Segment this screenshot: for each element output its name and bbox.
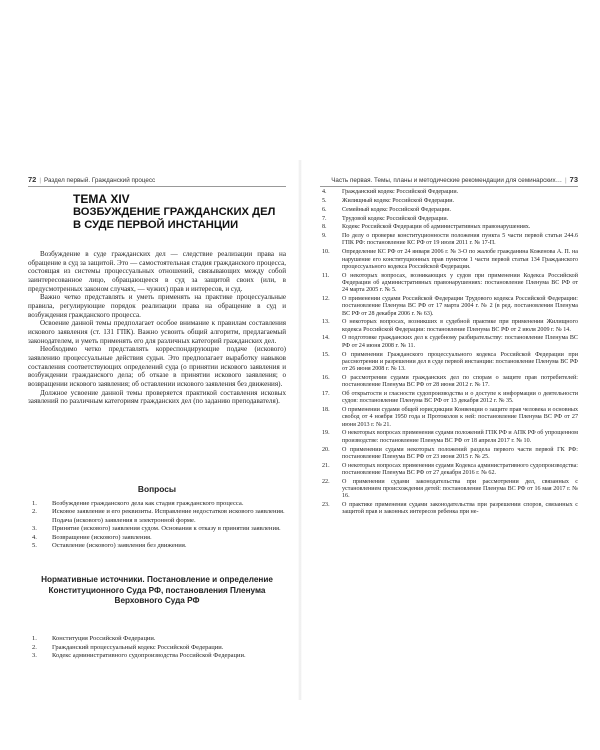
running-head-left: 72 | Раздел первый. Гражданский процесс [28, 174, 286, 187]
paragraph: Возбуждение в суде гражданских дел — следствие реализации права на обращение в суд за защитой. Это — самостоятельная стадия гражданского процесса, состоящая из системы процессуальных отношений, связывающих между собой заинтересованное лицо, обращающееся в суд за защитой своих (или, в предусмотренных законом случаях, — чужих) прав и интересов, и суд. [28, 250, 286, 293]
paragraph: Необходимо четко представлять корреспондирующие подаче (искового) заявлению процессуальные действия судьи. Это предполагает выработку навыков составления соответствующих определений суда (о принятии искового заявления и возбуждении гражданского дела; об отказе в принятии искового заявления; о возвращении искового заявления; об оставлении искового заявления без движения). [28, 345, 286, 388]
source-item: 22. О применении судами законодательства при рассмотрении дел, связанных с установлением происхождения детей: постановление Пленума ВС РФ от 16 мая 2017 г. № 16. [322, 478, 578, 500]
source-item: 9. По делу о проверке конституционности положения пункта 5 части первой статьи 244.6 ГПК РФ: постановление КС РФ от 19 июля 2011 г. № 17-П. [322, 233, 578, 247]
source-item: 10. Определение КС РФ от 24 января 2006 г. № 3-О по жалобе гражданина Коженова А. П. на нарушение его конституционных прав пунктом 1 части первой статьи 134 Гражданского процессуального кодекса Российской Федерации. [322, 249, 578, 270]
source-item: 17. Об открытости и гласности судопроизводства и о доступе к информации о деятельности судов: постановление Пленума ВС РФ от 13 декабря 2012 г. № 35. [322, 390, 578, 405]
question-item: 1. Возбуждение гражданского дела как стадия гражданского процесса. [32, 500, 244, 507]
chapter-body [28, 250, 286, 406]
source-item: 8. Кодекс Российской Федерации об административных правонарушениях. [322, 224, 531, 231]
source-item: 3. Кодекс административного судопроизводства Российской Федерации. [32, 652, 246, 660]
questions-heading: Вопросы [137, 484, 177, 494]
chapter-title: ВОЗБУЖДЕНИЕ ГРАЖДАНСКИХ ДЕЛ В СУДЕ ПЕРВОЙ ИНСТАНЦИИ [73, 206, 276, 231]
question-item: 3. Принятие (искового) заявления судом. Основания к отказу в принятии заявления. [32, 525, 281, 533]
paragraph: Должное усвоение данной темы проверяется практикой составления исковых заявлений по различным категориям гражданских дел (по заданию преподавателя). [28, 388, 286, 406]
questions-list [28, 500, 286, 550]
running-head-right-text: Часть первая. Темы, планы и методические рекомендации для семинарских… [331, 177, 563, 184]
source-item: 2. Гражданский процессуальный кодекс Российской Федерации. [32, 643, 224, 651]
book-gutter [298, 160, 302, 700]
source-item: 5. Жилищный кодекс Российской Федерации. [322, 197, 455, 204]
source-item: 7. Трудовой кодекс Российской Федерации. [322, 215, 449, 222]
paragraph: Освоение данной темы предполагает особое внимание к правилам составления искового заявления (ст. 131 ГПК). Важно усвоить общий алгоритм, предлагаемый законодателем, и уметь применять его для различных категорий гражданских дел. [28, 319, 286, 345]
source-item: 16. О рассмотрении судами гражданских дел по спорам о защите прав потребителей: постановление Пленума ВС РФ от 28 июня 2012 г. № 17. [322, 374, 578, 389]
question-item: 5. Оставление (искового) заявления без движения. [32, 542, 187, 550]
page-number-right: 73 [569, 175, 578, 184]
source-item: 14. О подготовке гражданских дел к судебному разбирательству: постановление Пленума ВС РФ от 24 июня 2008 г. № 11. [322, 335, 578, 349]
source-item: 13. О некоторых вопросах, возникших в судебной практике при применении Жилищного кодекса Российской Федерации: постановление Пленума ВС РФ от 2 июля 2009 г. № 14. [322, 319, 578, 333]
source-item: 19. О некоторых вопросах применения судами положений ГПК РФ и АПК РФ об упрощенном производстве: постановление Пленума ВС РФ от 18 апреля 2017 г. № 10. [322, 430, 578, 444]
source-item: 18. О применении судами общей юрисдикции Конвенции о защите прав человека и основных свобод от 4 ноября 1950 года и Протоколов к ней: постановление Пленума ВС РФ от 27 июня 2013 г. № 21. [322, 407, 578, 428]
source-item: 4. Гражданский кодекс Российской Федерации. [322, 189, 459, 195]
question-item: 2. Исковое заявление и его реквизиты. Исправление недостатков искового заявления. Подача (искового) заявления в электронной форме. [32, 508, 285, 524]
chapter-number: ТЕМА XIV [73, 192, 130, 206]
source-item: 15. О применении Гражданского процессуального кодекса Российской Федерации при рассмотрении и разрешении дел в суде первой инстанции: постановление Пленума ВС РФ от 26 июня 2008 г. № 13. [322, 351, 578, 373]
question-item: 4. Возвращение (искового) заявления. [32, 533, 152, 541]
source-item: 11. О некоторых вопросах, возникающих у судов при применении Кодекса Российской Федерации об административных правонарушениях: постановление Пленума ВС РФ от 24 марта 2005 г. № 5. [322, 272, 578, 294]
sources-list [28, 635, 286, 661]
page-number-left: 72 [28, 175, 37, 184]
running-head-right: Часть первая. Темы, планы и методические рекомендации для семинарских… | 73 [320, 174, 578, 187]
source-item: 21. О некоторых вопросах применения судами Кодекса административного судопроизводства: постановление Пленума ВС РФ от 27 декабря 2016 г. № 62. [322, 462, 578, 476]
source-item: 12. О применении судами Российской Федерации Трудового кодекса Российской Федерации: постановление Пленума ВС РФ от 17 марта 2004 г. № 2 (в ред. постановления Пленума ВС РФ от 28 декабря 2006 г. № 63). [322, 296, 578, 317]
running-head-left-text: Раздел первый. Гражданский процесс [43, 177, 156, 184]
source-item: 20. О применении судами некоторых положений раздела первого части первой ГК РФ: постановление Пленума ВС РФ от 23 июня 2015 г. № 25. [322, 446, 578, 460]
source-item: 23. О практике применения судами законодательства при разрешении споров, связанных с защитой прав и законных интересов ребенка при не- [322, 502, 578, 516]
sources-heading: Нормативные источники. Постановление и определение Конституционного Суда РФ, постановления Пленума Верховного Суда РФ [41, 575, 273, 605]
source-item: 6. Семейный кодекс Российской Федерации. [322, 206, 452, 213]
source-item: 1. Конституция Российской Федерации. [32, 635, 156, 642]
paragraph: Важно четко представлять и уметь применять на практике процессуальные правила, регулирующие порядок реализации права на обращение в суд и возбуждения гражданского процесса. [28, 293, 286, 319]
sources-list-continued [320, 189, 578, 518]
